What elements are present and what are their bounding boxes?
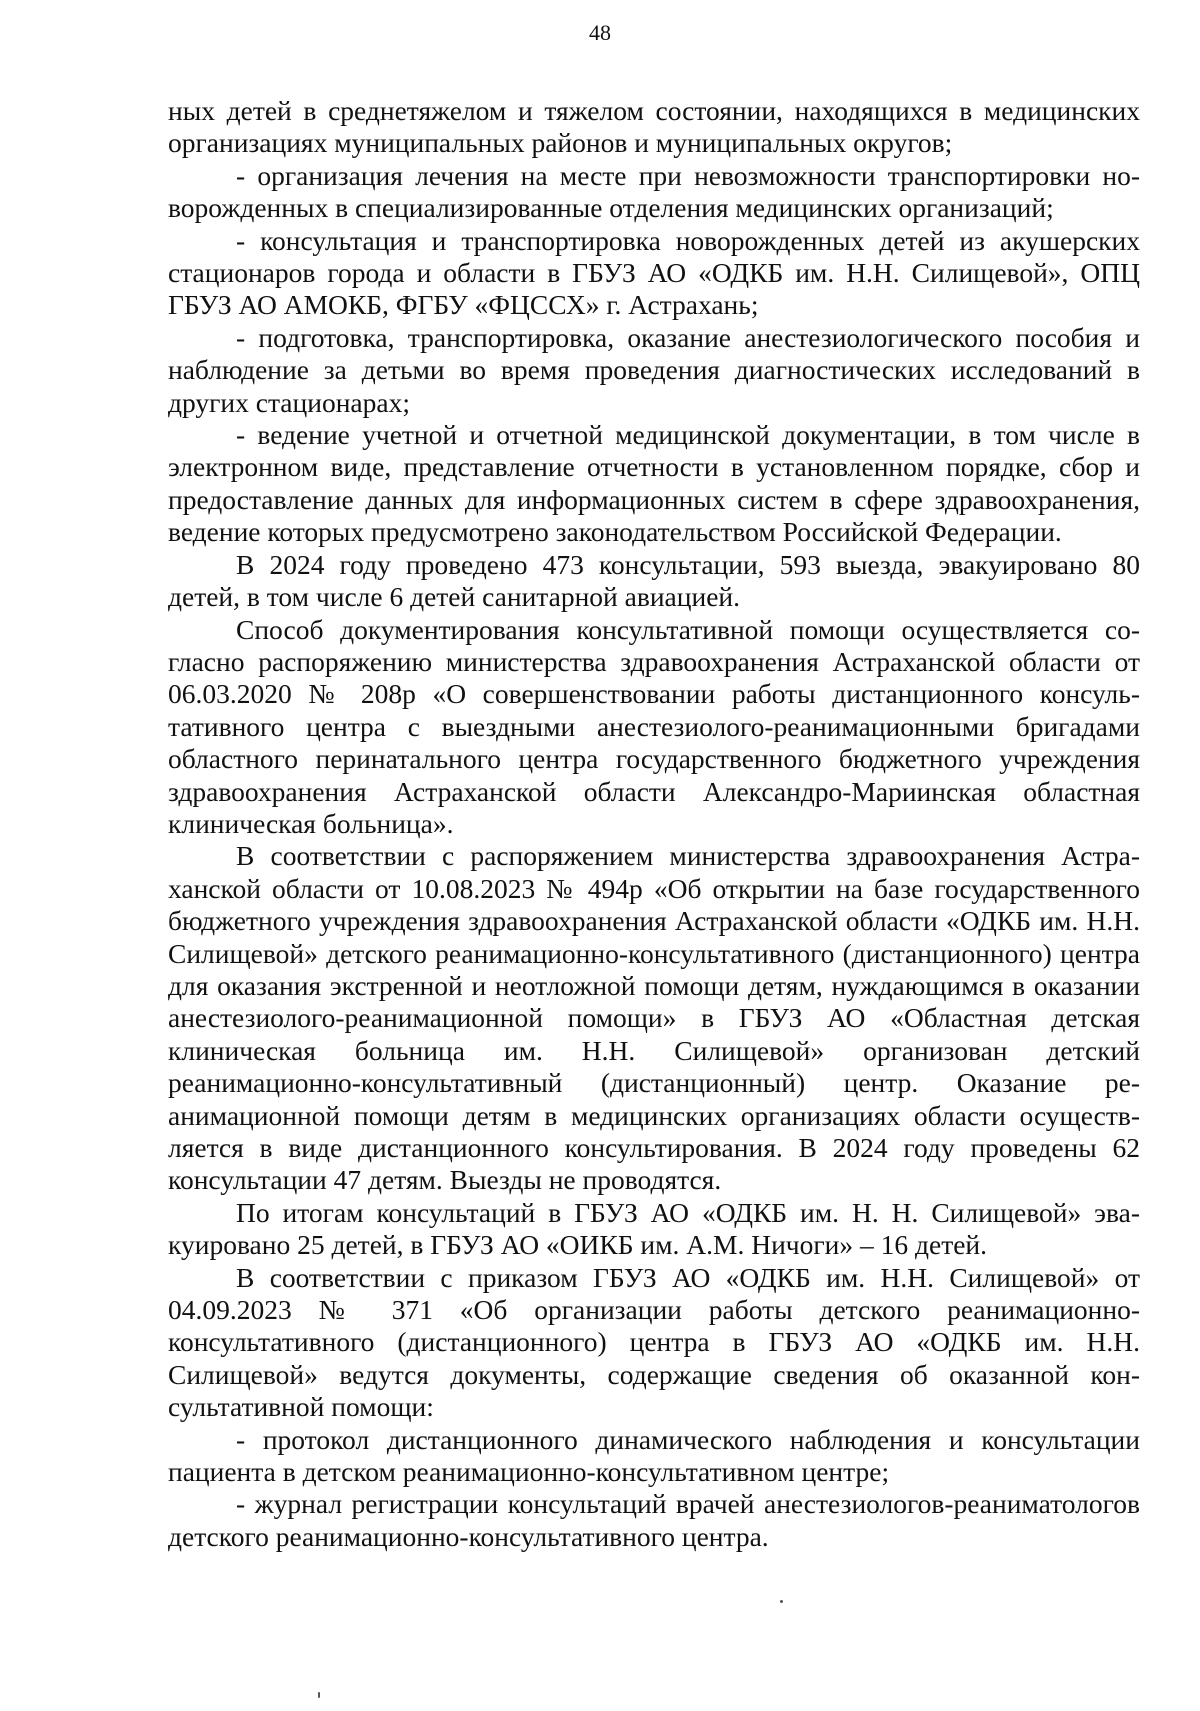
list-item: - консультация и транспортировка новорожденных детей из акушерских стационаров города и области в ГБУЗ АО «ОДКБ им. Н.Н. Силищевой», ОПЦ ГБУЗ АО АМОКБ, ФГБУ «ФЦССХ» г. Астрахань; — [168, 224, 1140, 321]
paragraph: В соответствии с приказом ГБУЗ АО «ОДКБ им. Н.Н. Силищевой» от 04.09.2023 № 371 «Об организации работы детского реанимационно-консультативного (дистанционного) центра в ГБУЗ АО «ОДКБ им. Н.Н. Силищевой» ведутся документы, содержащие сведения об оказанной консультативной помощи: — [168, 1261, 1140, 1423]
list-item: - подготовка, транспортировка, оказание анестезиологического пособия и наблюдение за детьми во время проведения диагностических исследований в других стационарах; — [168, 321, 1140, 418]
list-item: - ведение учетной и отчетной медицинской документации, в том числе в электронном виде, представление отчетности в установленном порядке, сбор и предоставление данных для информационных систем в сфере здравоохранения, ведение которых предусмотрено законодательством Российской Федерации. — [168, 419, 1140, 548]
paragraph: Способ документирования консультативной помощи осуществляется согласно распоряжению министерства здравоохранения Астраханской области от 06.03.2020 № 208р «О совершенствовании работы дистанционного консультативного центра с выездными анестезиолого-реанимационными бригадами областного перинатального центра государственного бюджетного учреждения здравоохранения Астраханской области Александро-Мариинская областная клиническая больница». — [168, 613, 1140, 839]
paragraph: В соответствии с распоряжением министерства здравоохранения Астраханской области от 10.08.2023 № 494р «Об открытии на базе государственного бюджетного учреждения здравоохранения Астраханской области «ОДКБ им. Н.Н. Силищевой» детского реанимационно-консультативного (дистанционного) центра для оказания экстренной и неотложной помощи детям, нуждающимся в оказании анестезиолого-реанимационной помощи» в ГБУЗ АО «Областная детская клиническая больница им. Н.Н. Силищевой» организован детский реанимационно-консультативный (дистанционный) центр. Оказание реанимационной помощи детям в медицинских организациях области осуществляется в виде дистанционного консультирования. В 2024 году проведены 62 консультации 47 детям. Выезды не проводятся. — [168, 840, 1140, 1196]
scan-speck — [318, 1692, 320, 1698]
list-item: - журнал регистрации консультаций врачей анестезиологов-реаниматологов детского реанимационно-консультативного центра. — [168, 1488, 1140, 1552]
page-number: 48 — [589, 20, 611, 45]
paragraph: В 2024 году проведено 473 консультации, 593 выезда, эвакуировано 80 детей, в том числе 6 детей санитарной авиацией. — [168, 548, 1140, 613]
paragraph: По итогам консультаций в ГБУЗ АО «ОДКБ им. Н. Н. Силищевой» эвакуировано 25 детей, в ГБУЗ АО «ОИКБ им. А.М. Ничоги» – 16 детей. — [168, 1196, 1140, 1261]
document-body — [168, 95, 1140, 1553]
scan-speck — [780, 1600, 783, 1603]
list-item: - организация лечения на месте при невозможности транспортировки новорожденных в специализированные отделения медицинских организаций; — [168, 159, 1140, 224]
paragraph: ных детей в среднетяжелом и тяжелом состоянии, находящихся в медицинских организациях муниципальных районов и муниципальных округов; — [168, 95, 1140, 159]
list-item: - протокол дистанционного динамического наблюдения и консультации пациента в детском реанимационно-консультативном центре; — [168, 1423, 1140, 1488]
